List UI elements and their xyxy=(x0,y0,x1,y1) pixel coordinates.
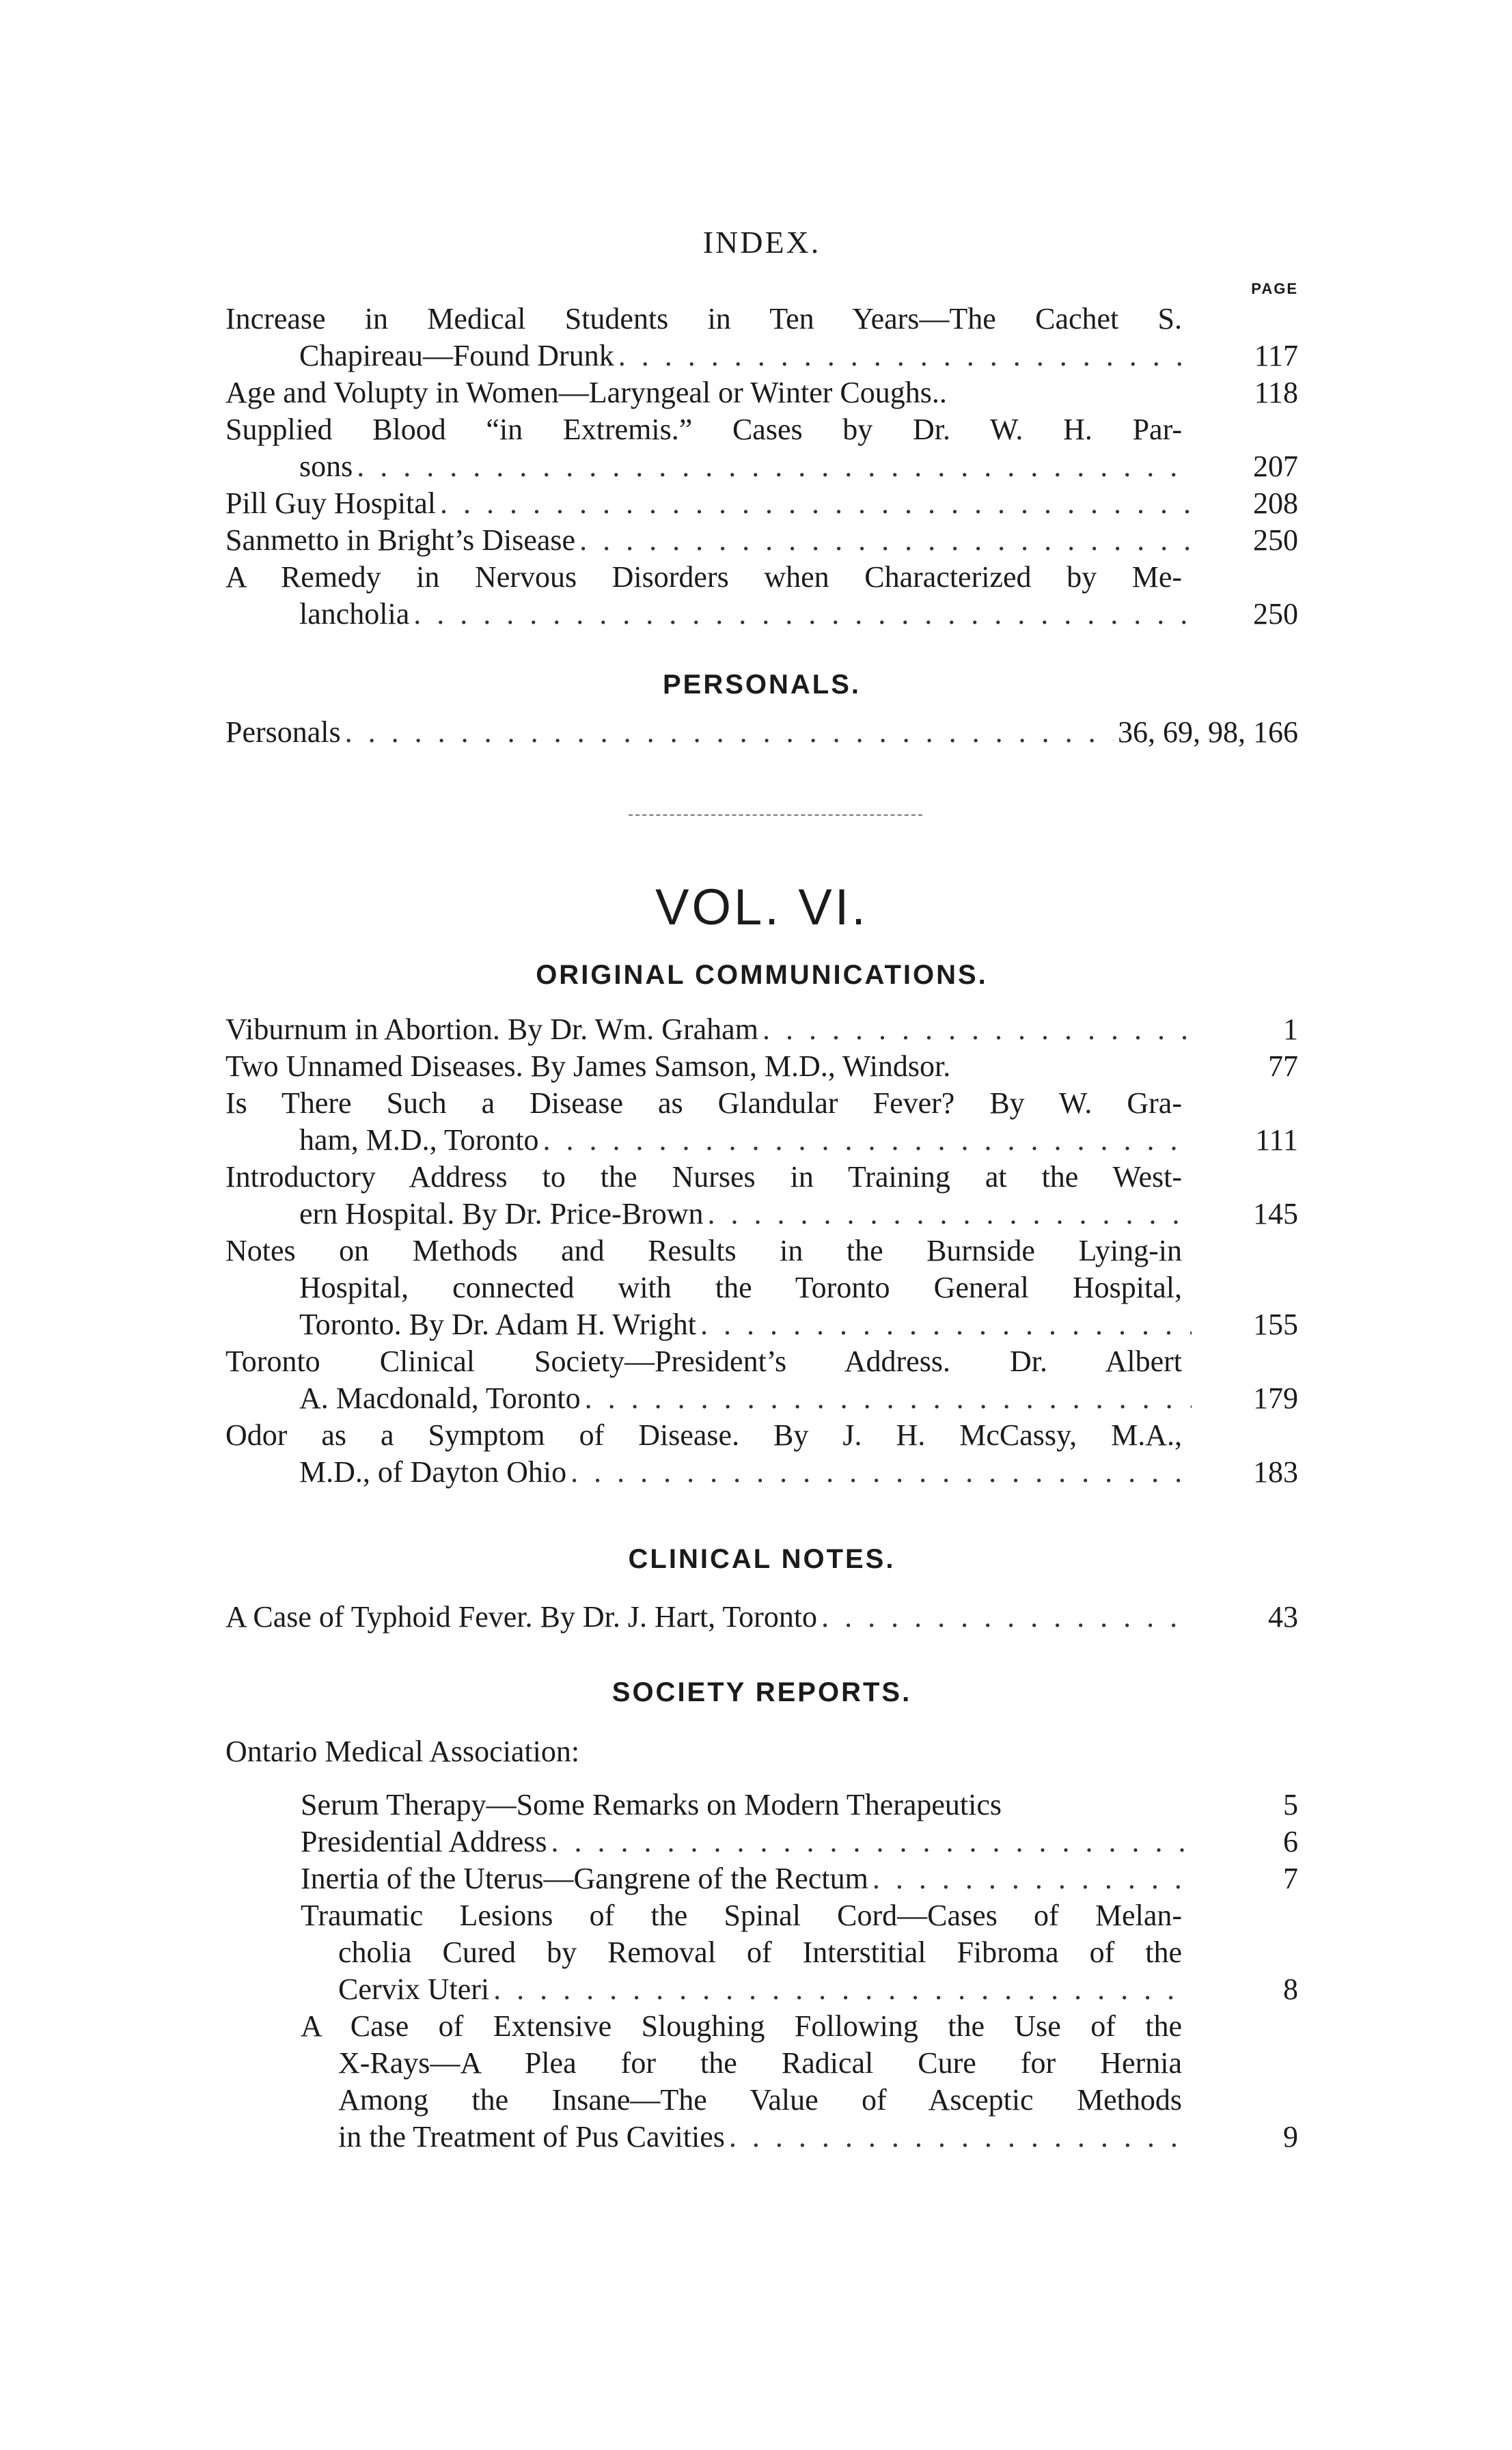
original-communications-list xyxy=(225,1011,1298,1491)
entry-page-number: 77 xyxy=(1268,1049,1298,1083)
dot-leader xyxy=(729,2119,1192,2156)
running-head: INDEX. xyxy=(702,225,821,260)
dot-leader xyxy=(357,448,1192,485)
entry-page-number: 145 xyxy=(1253,1197,1298,1230)
index-entry xyxy=(225,1233,1298,1343)
dot-leader xyxy=(618,338,1192,374)
entry-page-number: 5 xyxy=(1283,1788,1298,1821)
dot-leader xyxy=(707,1196,1192,1233)
entry-page-number: 155 xyxy=(1253,1308,1298,1341)
dot-leader xyxy=(551,1823,1192,1860)
index-entry xyxy=(225,1011,1298,1048)
entry-line: cholia Cured by Removal of Interstitial Fibroma of the xyxy=(338,1936,1182,1969)
entry-line: Chapireau—Found Drunk xyxy=(299,339,614,372)
dot-leader xyxy=(571,1454,1192,1491)
dot-leader xyxy=(413,596,1192,633)
personals-entry-list xyxy=(225,714,1298,751)
entry-page-number: 117 xyxy=(1254,339,1298,372)
entry-line: Toronto Clinical Society—President’s Address. Dr. Albert xyxy=(225,1345,1182,1378)
index-entry xyxy=(225,1048,1298,1085)
society-reports-intro: Ontario Medical Association: xyxy=(225,1735,580,1768)
index-entry xyxy=(225,1417,1298,1491)
index-entry xyxy=(301,2008,1298,2156)
index-entry xyxy=(301,1897,1298,2008)
entry-line: A Case of Typhoid Fever. By Dr. J. Hart, Toronto xyxy=(225,1600,818,1634)
entry-line: Sanmetto in Bright’s Disease xyxy=(225,523,576,557)
index-entry xyxy=(301,1860,1298,1897)
entry-line: Notes on Methods and Results in the Burnside Lying-in xyxy=(225,1234,1182,1267)
entry-line: A Case of Extensive Sloughing Following the Use of the xyxy=(301,2009,1182,2043)
entry-line: Odor as a Symptom of Disease. By J. H. McCassy, M.A., xyxy=(225,1418,1182,1452)
entry-page-number: 9 xyxy=(1283,2120,1298,2153)
entry-line: Presidential Address xyxy=(301,1825,547,1858)
index-entry xyxy=(225,1599,1298,1636)
entry-line: Inertia of the Uterus—Gangrene of the Rectum xyxy=(301,1862,868,1895)
entry-line: in the Treatment of Pus Cavities xyxy=(338,2120,725,2153)
entry-page-number: 207 xyxy=(1253,450,1298,483)
entry-page-number: 179 xyxy=(1253,1381,1298,1415)
society-reports-list xyxy=(225,1787,1298,2156)
entry-page-number: 6 xyxy=(1283,1825,1298,1858)
entry-page-number: 7 xyxy=(1283,1862,1298,1895)
entry-line: Increase in Medical Students in Ten Years—The Cachet S. xyxy=(225,302,1182,335)
dot-leader xyxy=(585,1380,1192,1417)
top-entry-list xyxy=(225,301,1298,633)
dot-leader xyxy=(762,1011,1192,1048)
volume-heading: VOL. VI. xyxy=(655,879,868,935)
index-entry xyxy=(225,374,1298,411)
entry-page-number: 118 xyxy=(1254,376,1298,409)
index-entry xyxy=(225,1159,1298,1233)
dot-leader xyxy=(579,522,1192,559)
entry-line: ern Hospital. By Dr. Price-Brown xyxy=(299,1197,704,1230)
index-entry xyxy=(225,559,1298,633)
dot-leader xyxy=(821,1599,1192,1636)
section-heading-society-reports: SOCIETY REPORTS. xyxy=(611,1677,912,1707)
entry-line: Traumatic Lesions of the Spinal Cord—Cases of Melan- xyxy=(301,1899,1182,1932)
section-heading-clinical-notes: CLINICAL NOTES. xyxy=(628,1544,896,1574)
entry-line: Viburnum in Abortion. By Dr. Wm. Graham xyxy=(225,1013,758,1046)
entry-page-number: 1 xyxy=(1283,1013,1298,1046)
entry-line: Hospital, connected with the Toronto General Hospital, xyxy=(299,1271,1182,1304)
entry-line: Cervix Uteri xyxy=(338,1972,490,2006)
entry-line: Two Unnamed Diseases. By James Samson, M.D., Windsor. xyxy=(225,1049,951,1083)
entry-line: Toronto. By Dr. Adam H. Wright xyxy=(299,1308,696,1341)
dot-leader xyxy=(440,485,1192,522)
entry-line: sons xyxy=(299,450,353,483)
section-heading-personals: PERSONALS. xyxy=(662,670,862,700)
entry-line: Is There Such a Disease as Glandular Fever? By W. Gra- xyxy=(225,1086,1182,1120)
entry-line: X-Rays—A Plea for the Radical Cure for Hernia xyxy=(338,2046,1182,2080)
entry-line: Supplied Blood “in Extremis.” Cases by Dr. W. H. Par- xyxy=(225,413,1182,446)
index-entry xyxy=(225,1343,1298,1417)
page-column-label: PAGE xyxy=(1251,280,1298,297)
entry-line: Pill Guy Hospital xyxy=(225,486,437,520)
dot-leader xyxy=(700,1306,1192,1343)
entry-page-number: 111 xyxy=(1255,1123,1298,1157)
entry-line: Serum Therapy—Some Remarks on Modern Therapeutics xyxy=(301,1788,1002,1821)
index-entry xyxy=(225,411,1298,485)
dot-leader xyxy=(493,1971,1192,2008)
entry-line: Introductory Address to the Nurses in Training at the West- xyxy=(225,1160,1182,1194)
entry-page-number: 208 xyxy=(1253,486,1298,520)
index-entry xyxy=(301,1823,1298,1860)
index-entry xyxy=(301,1787,1298,1823)
entry-page-number: 183 xyxy=(1253,1455,1298,1489)
entry-page-number: 36, 69, 98, 166 xyxy=(1118,715,1298,749)
index-entry xyxy=(225,485,1298,522)
entry-page-number: 250 xyxy=(1253,597,1298,631)
entry-line: Age and Volupty in Women—Laryngeal or Winter Coughs.. xyxy=(225,376,947,409)
dot-leader xyxy=(345,714,1114,751)
entry-line: ham, M.D., Toronto xyxy=(299,1123,539,1157)
entry-page-number: 8 xyxy=(1283,1972,1298,2006)
dot-leader xyxy=(543,1122,1192,1159)
index-entry xyxy=(225,522,1298,559)
clinical-notes-list xyxy=(225,1599,1298,1636)
section-divider xyxy=(629,814,922,816)
entry-page-number: 43 xyxy=(1268,1600,1298,1634)
index-entry xyxy=(225,301,1298,374)
entry-line: Among the Insane—The Value of Asceptic Methods xyxy=(338,2083,1182,2117)
entry-line: A. Macdonald, Toronto xyxy=(299,1381,581,1415)
entry-page-number: 250 xyxy=(1253,523,1298,557)
section-heading-original-communications: ORIGINAL COMMUNICATIONS. xyxy=(536,960,988,990)
entry-line: A Remedy in Nervous Disorders when Characterized by Me- xyxy=(225,560,1182,594)
index-entry xyxy=(225,714,1298,751)
entry-line: Personals xyxy=(225,715,341,749)
index-entry xyxy=(225,1085,1298,1159)
entry-line: lancholia xyxy=(299,597,410,631)
dot-leader xyxy=(872,1860,1192,1897)
entry-line: M.D., of Dayton Ohio xyxy=(299,1455,567,1489)
